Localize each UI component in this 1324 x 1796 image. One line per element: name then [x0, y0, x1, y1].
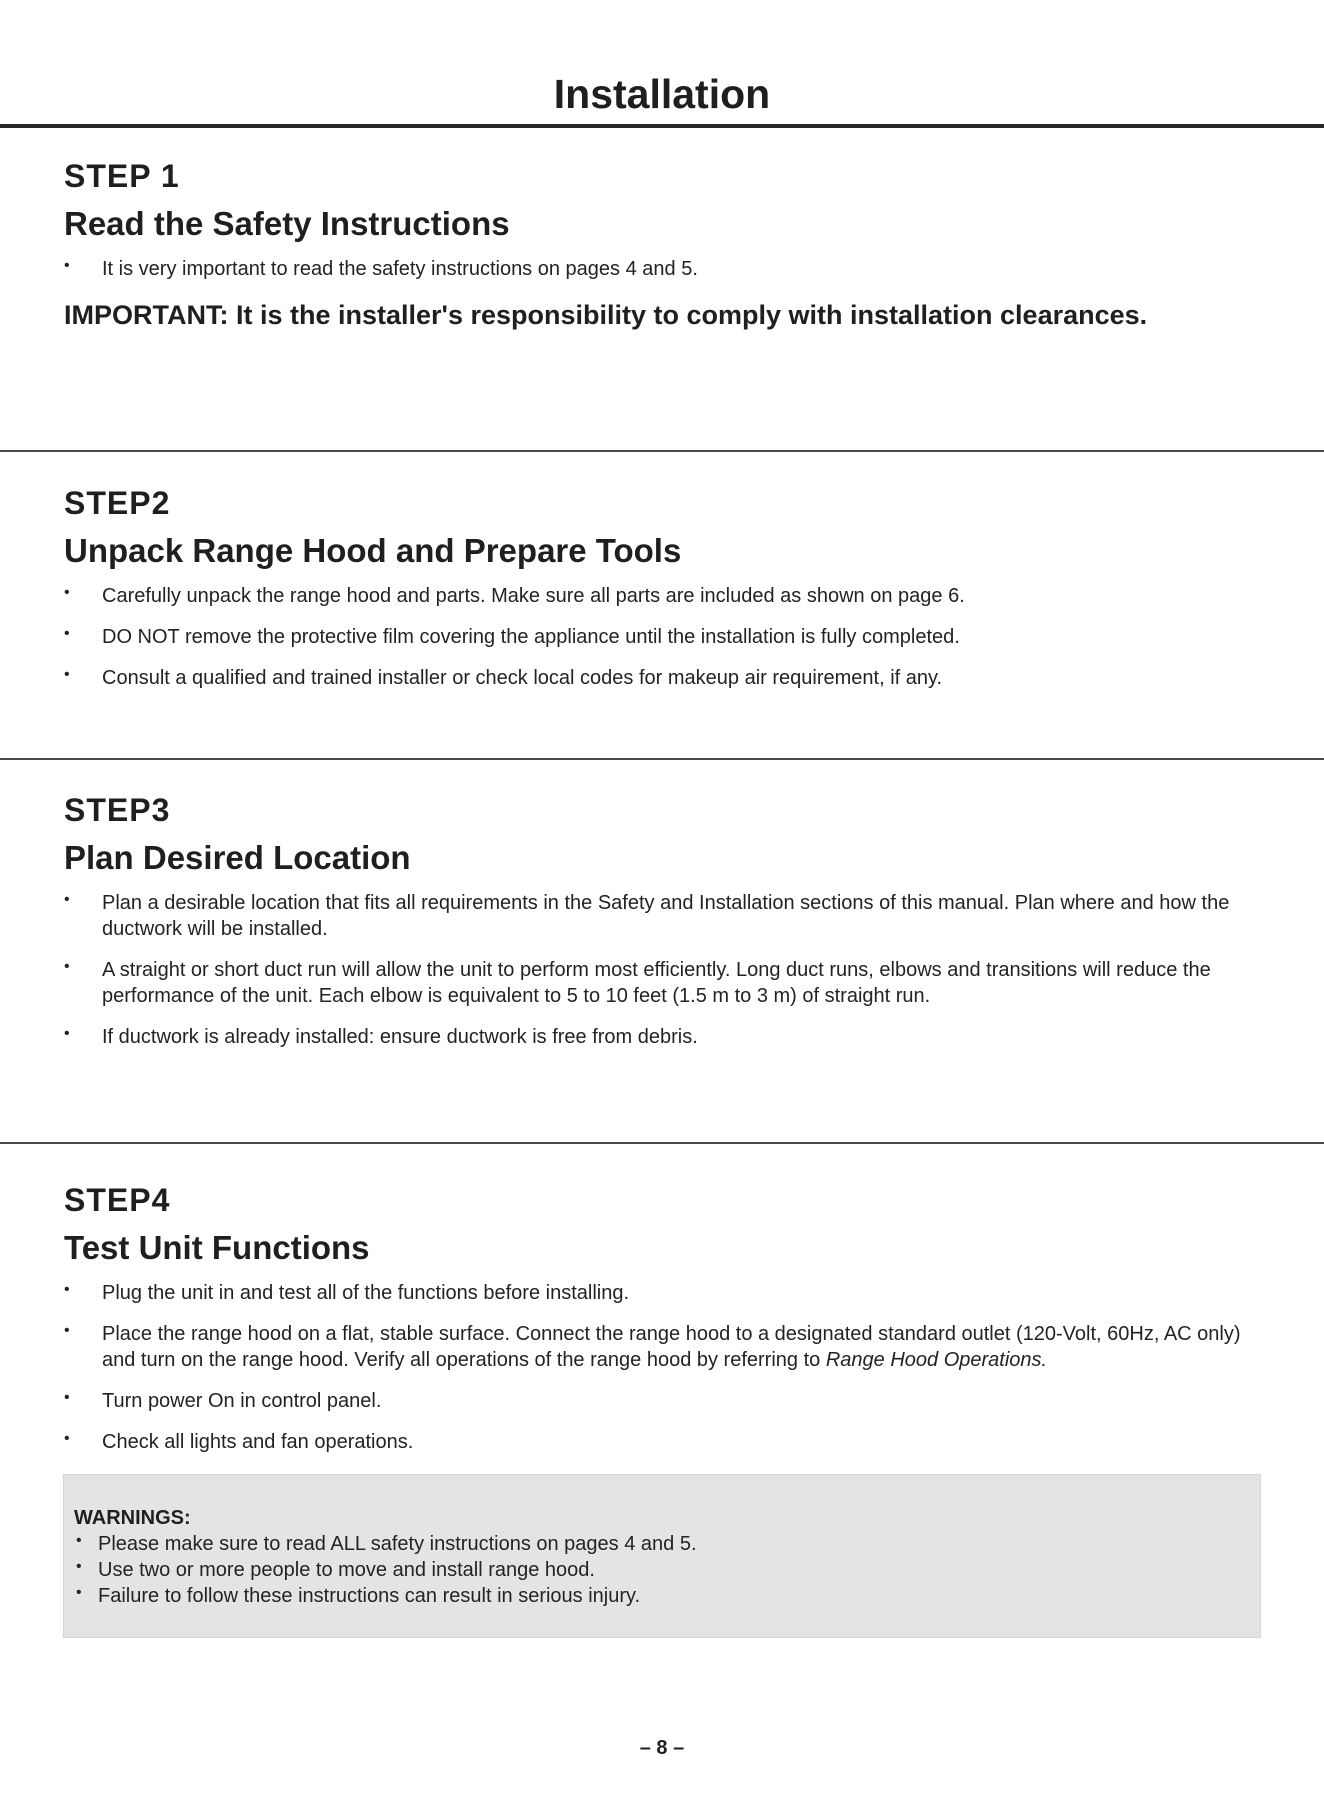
- step2-title: Unpack Range Hood and Prepare Tools: [64, 532, 682, 569]
- bullet-icon: •: [64, 666, 70, 683]
- section-divider: [0, 450, 1324, 452]
- bullet-icon: •: [64, 1389, 70, 1406]
- bullet-icon: •: [64, 1322, 70, 1339]
- step3-bullet-list: [64, 890, 1264, 1050]
- step4-title: Test Unit Functions: [64, 1229, 370, 1266]
- list-item: • It is very important to read the safety instructions on pages 4 and 5.: [64, 256, 1264, 282]
- list-item: • Plan a desirable location that fits all requirements in the Safety and Installation sections of this manual. Plan where and how the ductwork will be installed.: [64, 890, 1264, 942]
- bullet-icon: •: [64, 625, 70, 642]
- list-item: • Carefully unpack the range hood and parts. Make sure all parts are included as shown on page 6.: [64, 583, 1264, 609]
- step2-bullet-list: [64, 583, 1264, 691]
- list-item: • Plug the unit in and test all of the functions before installing.: [64, 1280, 1264, 1306]
- important-note: IMPORTANT: It is the installer's responsibility to comply with installation clearances.: [64, 300, 1148, 330]
- bullet-icon: •: [76, 1584, 82, 1601]
- title-divider: [0, 124, 1324, 128]
- list-item: • Use two or more people to move and install range hood.: [74, 1557, 1250, 1583]
- section-divider: [0, 758, 1324, 760]
- bullet-icon: •: [64, 891, 70, 908]
- bullet-icon: •: [64, 1281, 70, 1298]
- step3-section: [64, 790, 1264, 1065]
- list-item: • Turn power On in control panel.: [64, 1388, 1264, 1414]
- step1-label: STEP 1: [64, 158, 180, 194]
- bullet-icon: •: [64, 1430, 70, 1447]
- list-item: • Please make sure to read ALL safety instructions on pages 4 and 5.: [74, 1531, 1250, 1557]
- step3-label: STEP3: [64, 792, 171, 828]
- list-item: • Consult a qualified and trained installer or check local codes for makeup air requirement, if any.: [64, 665, 1264, 691]
- bullet-icon: •: [76, 1532, 82, 1549]
- bullet-icon: •: [64, 1025, 70, 1042]
- step4-section: [64, 1180, 1264, 1470]
- warnings-heading: WARNINGS:: [74, 1507, 191, 1529]
- step4-bullet-list: [64, 1280, 1264, 1455]
- section-divider: [0, 1142, 1324, 1144]
- bullet-icon: •: [76, 1558, 82, 1575]
- step2-label: STEP2: [64, 485, 171, 521]
- bullet-icon: •: [64, 958, 70, 975]
- list-item: • A straight or short duct run will allow the unit to perform most efficiently. Long duct runs, elbows and transitions will reduce the performance of the unit. Each elbow is equivalent to 5 to 10 feet (1.5 m to 3 m) of straight run.: [64, 957, 1264, 1009]
- step1-bullet-list: [64, 256, 1264, 282]
- warnings-box: [63, 1474, 1261, 1638]
- step2-section: [64, 483, 1264, 706]
- page-title: Installation: [553, 71, 771, 117]
- step4-label: STEP4: [64, 1182, 171, 1218]
- bullet-icon: •: [64, 584, 70, 601]
- list-item: • Check all lights and fan operations.: [64, 1429, 1264, 1455]
- list-item: • Place the range hood on a flat, stable surface. Connect the range hood to a designated standard outlet (120-Volt, 60Hz, AC only) and turn on the range hood. Verify all operations of the range hood by referring to Range Hood Operations.: [64, 1321, 1264, 1373]
- warnings-list: [74, 1531, 1250, 1609]
- page-number: – 8 –: [639, 1737, 685, 1759]
- step1-section: [64, 156, 1264, 333]
- list-item: • DO NOT remove the protective film covering the appliance until the installation is fully completed.: [64, 624, 1264, 650]
- range-hood-operations-reference: Range Hood Operations.: [825, 1349, 1048, 1371]
- step1-title: Read the Safety Instructions: [64, 205, 510, 242]
- list-item: • If ductwork is already installed: ensure ductwork is free from debris.: [64, 1024, 1264, 1050]
- bullet-icon: •: [64, 257, 70, 274]
- step3-title: Plan Desired Location: [64, 839, 411, 876]
- list-item: • Failure to follow these instructions can result in serious injury.: [74, 1583, 1250, 1609]
